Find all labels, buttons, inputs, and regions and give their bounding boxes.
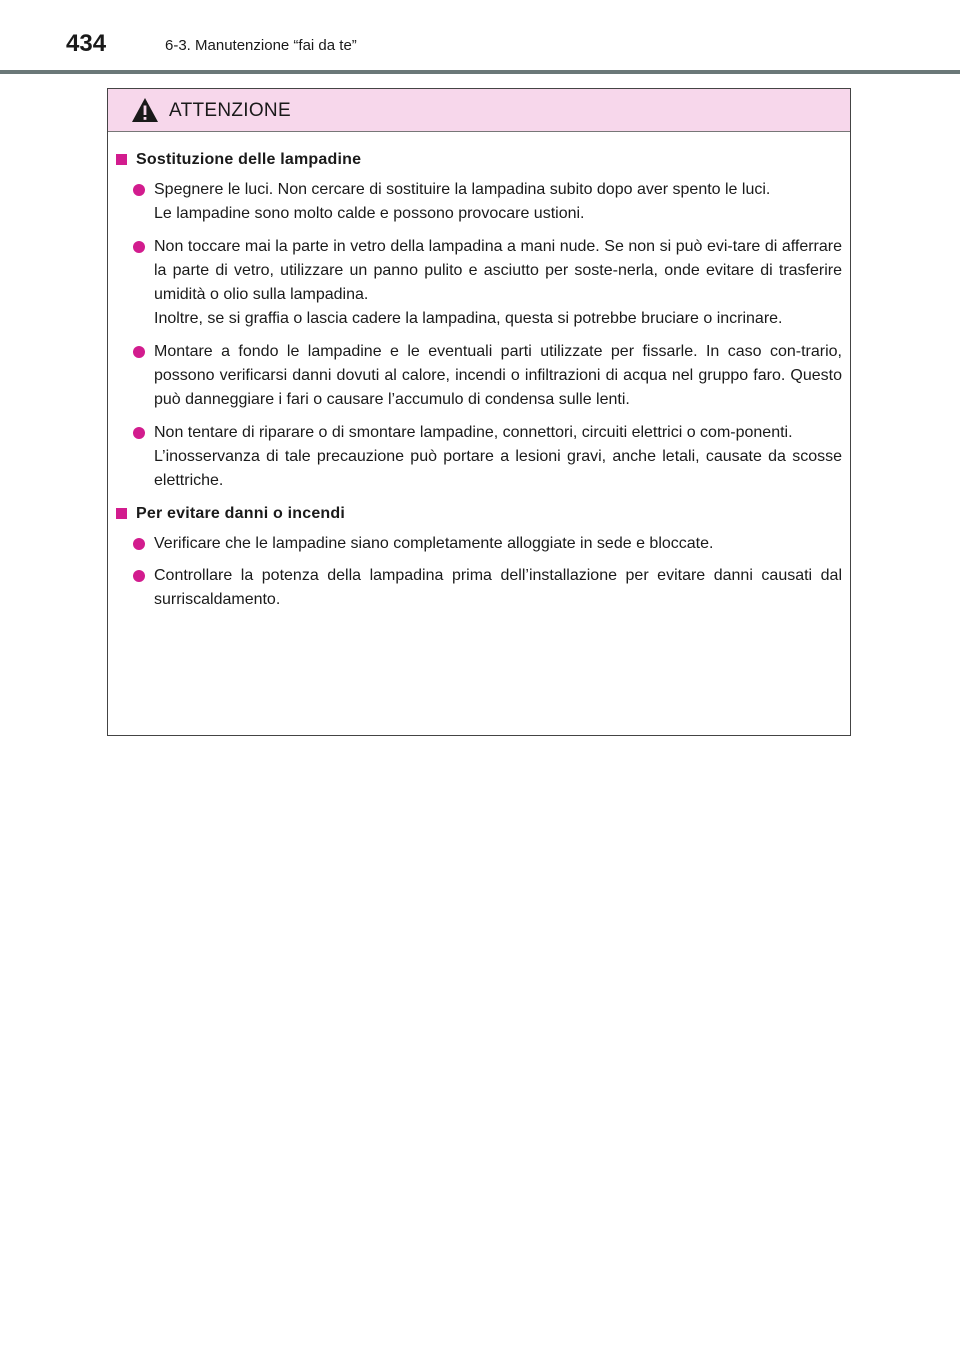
- header-divider: [0, 70, 960, 74]
- list-item: [116, 340, 842, 413]
- circle-bullet-icon: [133, 346, 145, 358]
- list-item-text: [154, 235, 842, 332]
- list-item: [116, 178, 842, 227]
- square-bullet-icon: [116, 508, 127, 519]
- list-item-text: [154, 178, 842, 227]
- warning-box: [107, 88, 851, 736]
- circle-bullet-icon: [133, 241, 145, 253]
- warning-title: ATTENZIONE: [169, 100, 291, 121]
- list-item: [116, 235, 842, 332]
- paragraph: Verificare che le lampadine siano completamente alloggiate in sede e bloccate.: [154, 534, 714, 552]
- section-heading: [116, 148, 842, 172]
- section-title: 6-3. Manutenzione “fai da te”: [165, 37, 357, 54]
- paragraph: Non toccare mai la parte in vetro della lampadina a mani nude. Se non si può evi-tare di afferrare la parte di vetro, utilizzare un panno pulito e asciutto per soste-nerla, onde evitare di trasferire umidità o olio sulla lampadina.: [154, 237, 842, 304]
- paragraph: Controllare la potenza della lampadina prima dell’installazione per evitare danni causati dal surriscaldamento.: [154, 566, 842, 609]
- circle-bullet-icon: [133, 427, 145, 439]
- list-item: [116, 564, 842, 613]
- page-header: [0, 0, 960, 76]
- square-bullet-icon: [116, 154, 127, 165]
- warning-triangle-icon: [131, 97, 159, 123]
- section-heading: [116, 502, 842, 526]
- list-item-text: [154, 340, 842, 413]
- paragraph: Le lampadine sono molto calde e possono provocare ustioni.: [154, 205, 585, 223]
- circle-bullet-icon: [133, 538, 145, 550]
- page-number: 434: [66, 30, 107, 57]
- paragraph: Spegnere le luci. Non cercare di sostituire la lampadina subito dopo aver spento le luci.: [154, 181, 771, 198]
- list-item-text: [154, 532, 842, 556]
- circle-bullet-icon: [133, 570, 145, 582]
- list-item-text: [154, 564, 842, 613]
- warning-body: [108, 132, 850, 612]
- section-heading-text: Sostituzione delle lampadine: [136, 151, 362, 168]
- list-item: [116, 532, 842, 556]
- paragraph: Non tentare di riparare o di smontare lampadine, connettori, circuiti elettrici o com-ponenti.: [154, 423, 793, 441]
- paragraph: Montare a fondo le lampadine e le eventuali parti utilizzate per fissarle. In caso con-trario, possono verificarsi danni dovuti al calore, incendi o infiltrazioni di acqua nel gruppo faro. Questo può danneggiare i fari o causare l’accumulo di condensa sulle lenti.: [154, 342, 842, 409]
- paragraph: Inoltre, se si graffia o lascia cadere la lampadina, questa si potrebbe bruciare o incrinare.: [154, 310, 783, 328]
- list-item: [116, 421, 842, 494]
- list-item-text: [154, 421, 842, 494]
- warning-header: [108, 89, 850, 132]
- paragraph: L’inosservanza di tale precauzione può portare a lesioni gravi, anche letali, causate da scosse elettriche.: [154, 447, 842, 490]
- circle-bullet-icon: [133, 184, 145, 196]
- section-heading-text: Per evitare danni o incendi: [136, 504, 346, 522]
